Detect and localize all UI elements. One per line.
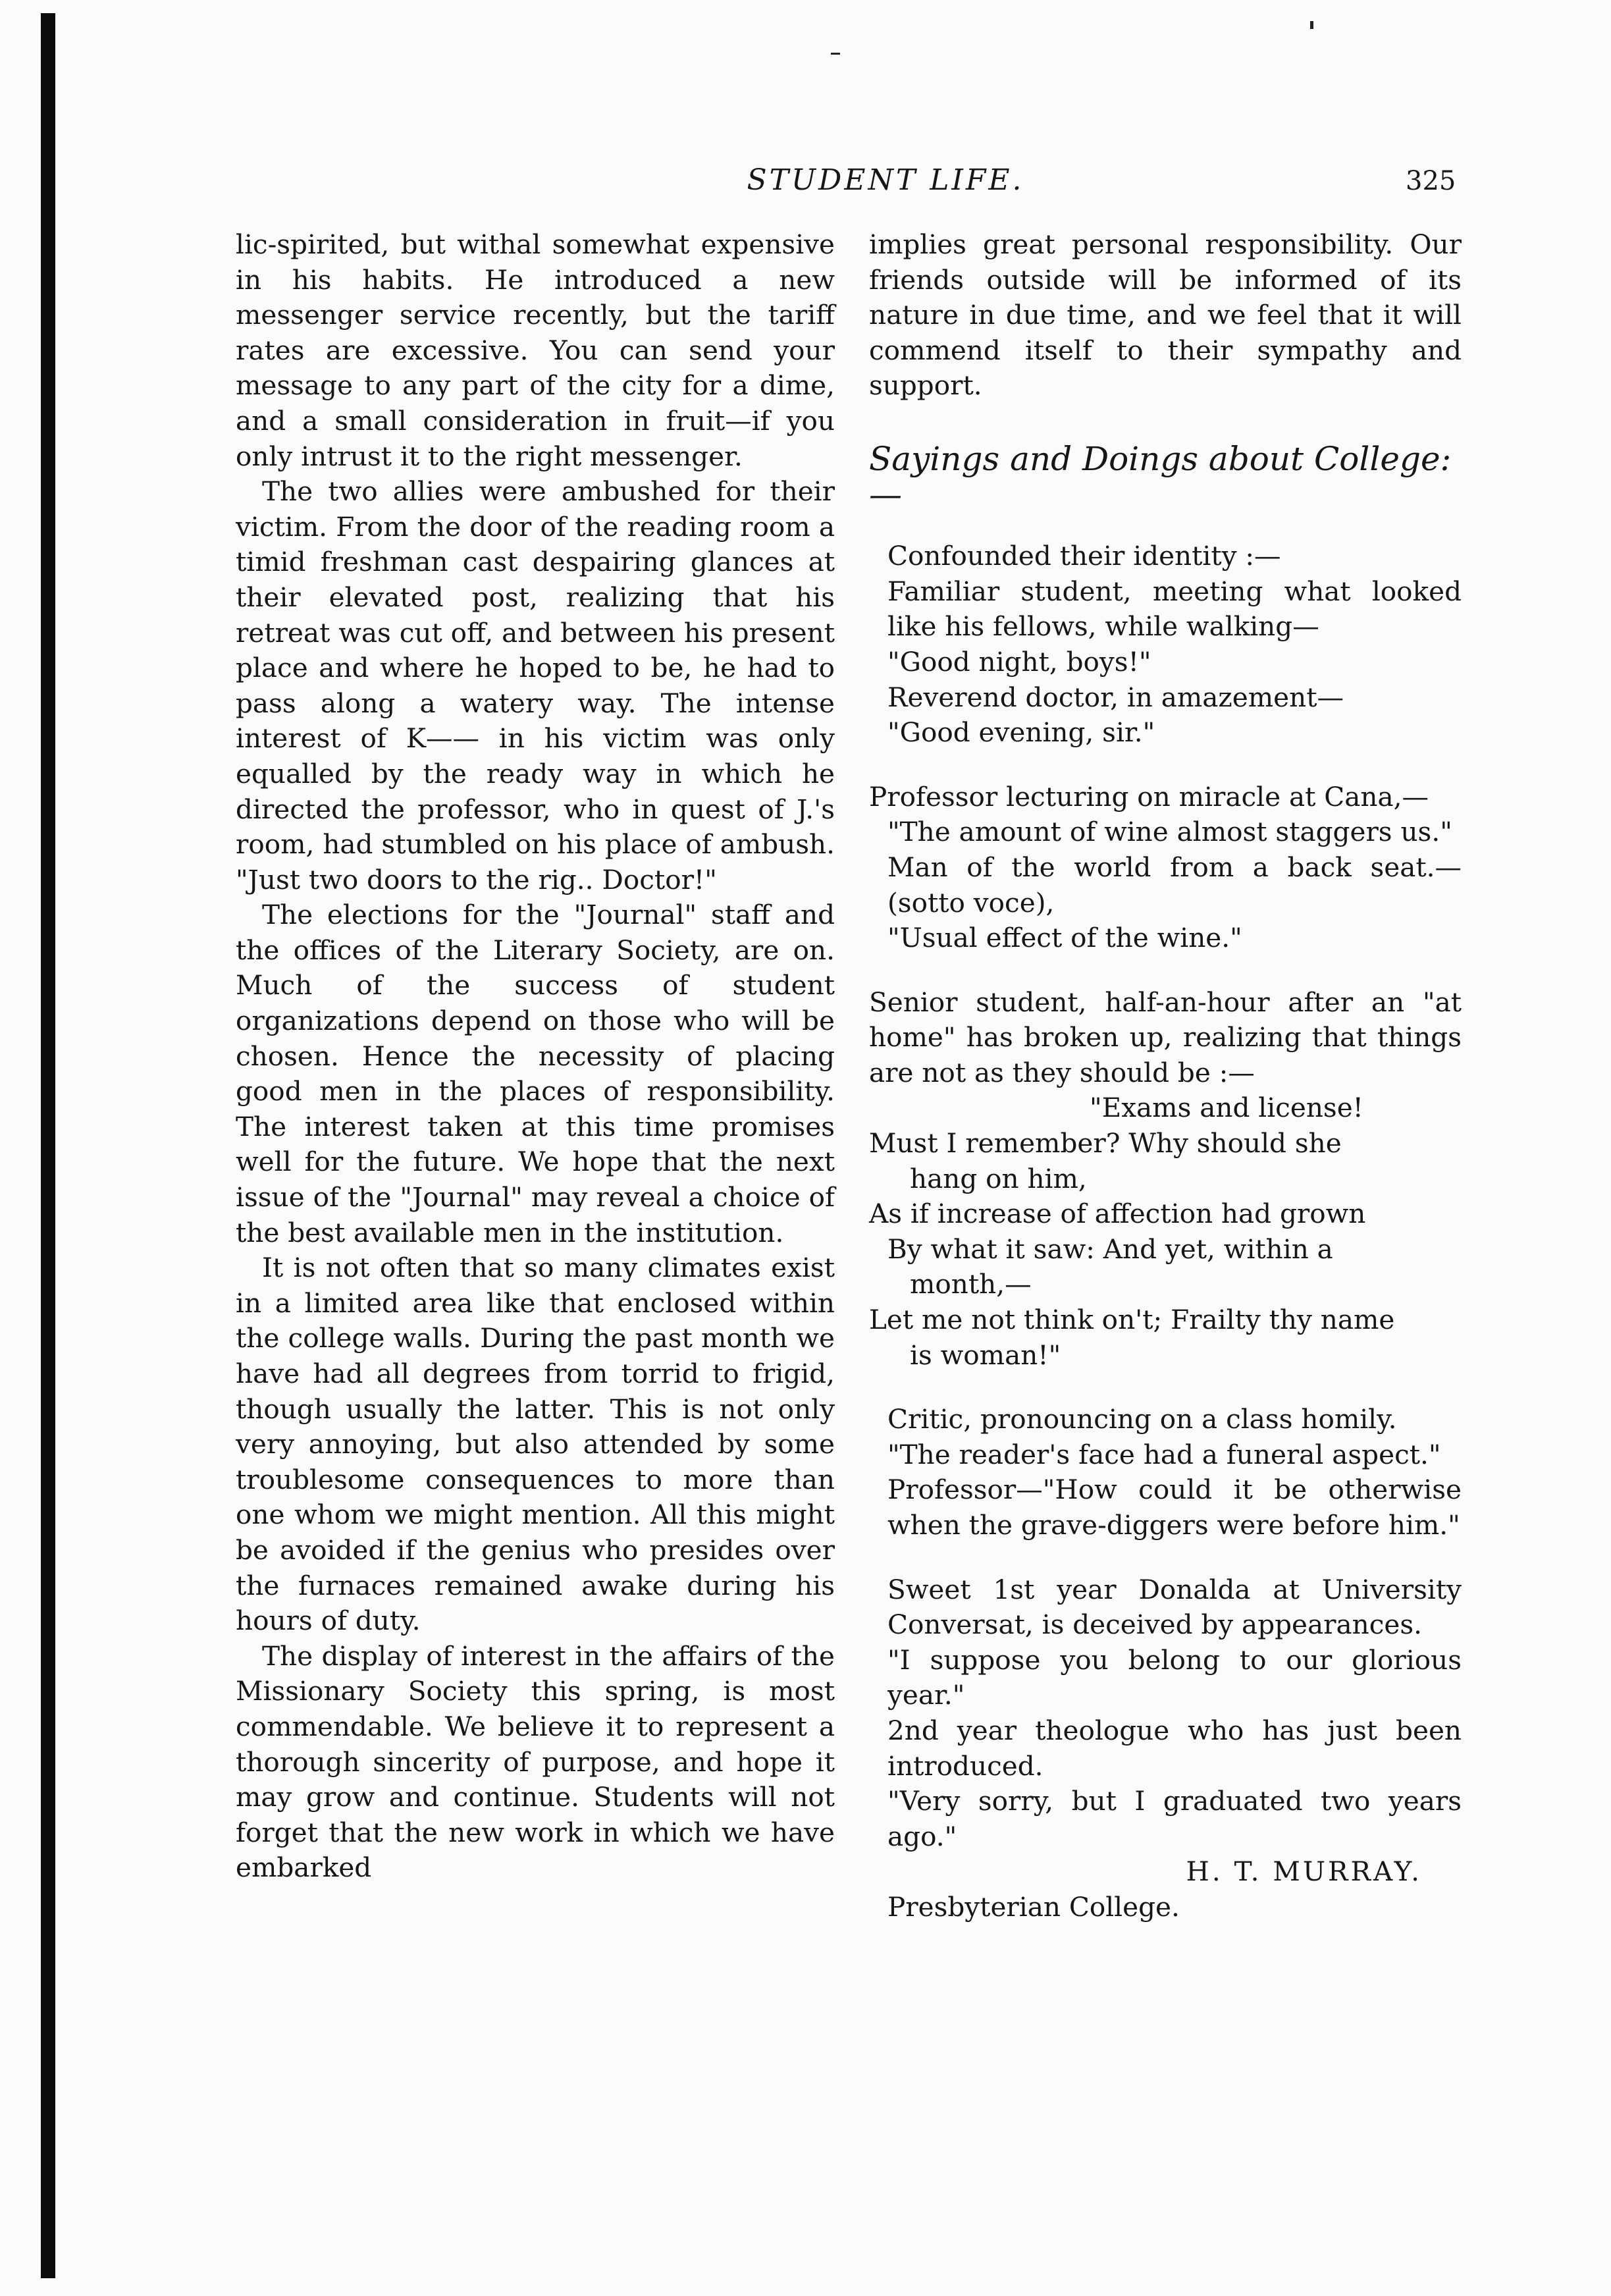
verse-line: By what it saw: And yet, within a [887,1233,1333,1265]
signature: H. T. MURRAY. [1186,1855,1422,1888]
item-text: 2nd year theologue who has just been introduced. [887,1714,1462,1782]
verse-line: Let me not think on't; Frailty thy name [869,1304,1395,1336]
item-text: Senior student, half-an-hour after an "at home" has broken up, realizing that things are not as they should be :— [869,986,1462,1088]
item-text: Familiar student, meeting what looked like his fellows, while walking— [887,575,1462,643]
quote: "Good evening, sir." [887,716,1155,749]
scan-speck [1310,21,1313,29]
verse-line: As if increase of affection had grown [869,1198,1366,1230]
item-text: Sweet 1st year Donalda at University Conversat, is deceived by appearances. [887,1573,1462,1641]
quote: "Exams and license! [1090,1092,1363,1124]
page-header [0,163,1611,209]
paragraph: The display of interest in the affairs of the Missionary Society this spring, is most commendable. We believe it to represent a thorough sincerity of purpose, and hope it may grow and continue. Students will not forget that the new work in which we have embarked [236,1640,835,1884]
scan-speck [831,53,840,55]
quote: "Very sorry, but I graduated two years ago." [887,1785,1462,1852]
verse-line: is woman!" [910,1339,1061,1371]
quote: "Usual effect of the wine." [887,922,1242,954]
left-column [236,227,835,1886]
paragraph: lic-spirited, but withal somewhat expensive in his habits. He introduced a new messenger service recently, but the tariff rates are excessive. You can send your message to any part of the city for a dime, and a small consideration in fruit—if you only intrust it to the right messenger. [236,228,835,472]
running-title: STUDENT LIFE. [747,163,1024,197]
item-text: Man of the world from a back seat.—(sotto voce), [887,851,1462,919]
place-line: Presbyterian College. [887,1890,1180,1923]
item-title: Confounded their identity :— [887,540,1281,572]
page-number: 325 [1406,166,1456,196]
item-text: Reverend doctor, in amazement— [887,681,1344,713]
quote: "I suppose you belong to our glorious year." [887,1643,1462,1711]
paragraph: implies great personal responsibility. Our friends outside will be informed of its nature in due time, and we feel that it will commend itself to their sympathy and support. [869,228,1462,402]
verse-line: hang on him, [910,1162,1087,1194]
paragraph: The two allies were ambushed for their victim. From the door of the reading room a timid freshman cast despairing glances at their elevated post, realizing that his retreat was cut off, and between his present place and where he hoped to be, he had to pass along a watery way. The intense interest of K—— in his victim was only equalled by the ready way in which he directed the professor, who in quest of J.'s room, had stumbled on his place of ambush. "Just two doors to the rig.. Doctor!" [236,475,835,895]
verse-line: Must I remember? Why should she [869,1127,1342,1160]
item-text: Professor—"How could it be otherwise when the grave-diggers were before him." [887,1474,1462,1541]
quote: "The amount of wine almost staggers us." [887,816,1452,848]
verse-line: month,— [910,1268,1032,1300]
paragraph: The elections for the "Journal" staff and the offices of the Literary Society, are on. Much of the success of student organizations depend on those who will be chosen. Hence the necessity of placing good men in the places of responsibility. The interest taken at this time promises well for the future. We hope that the next issue of the "Journal" may reveal a choice of the best available men in the institution. [236,899,835,1248]
item-text: Professor lecturing on miracle at Cana,— [869,780,1429,813]
quote: "Good night, boys!" [887,645,1151,678]
item-text: Critic, pronouncing on a class homily. [887,1403,1397,1435]
quote: "The reader's face had a funeral aspect." [887,1438,1441,1470]
right-column [869,227,1462,1925]
section-heading: Sayings and Doings about College:— [869,439,1452,514]
page-binding-edge [41,13,55,2278]
paragraph: It is not often that so many climates exist in a limited area like that enclosed within the college walls. During the past month we have had all degrees from torrid to frigid, though usually the latter. This is not only very annoying, but also attended by some troublesome consequences to more than one whom we might mention. All this might be avoided if the genius who presides over the furnaces remained awake during his hours of duty. [236,1252,835,1637]
